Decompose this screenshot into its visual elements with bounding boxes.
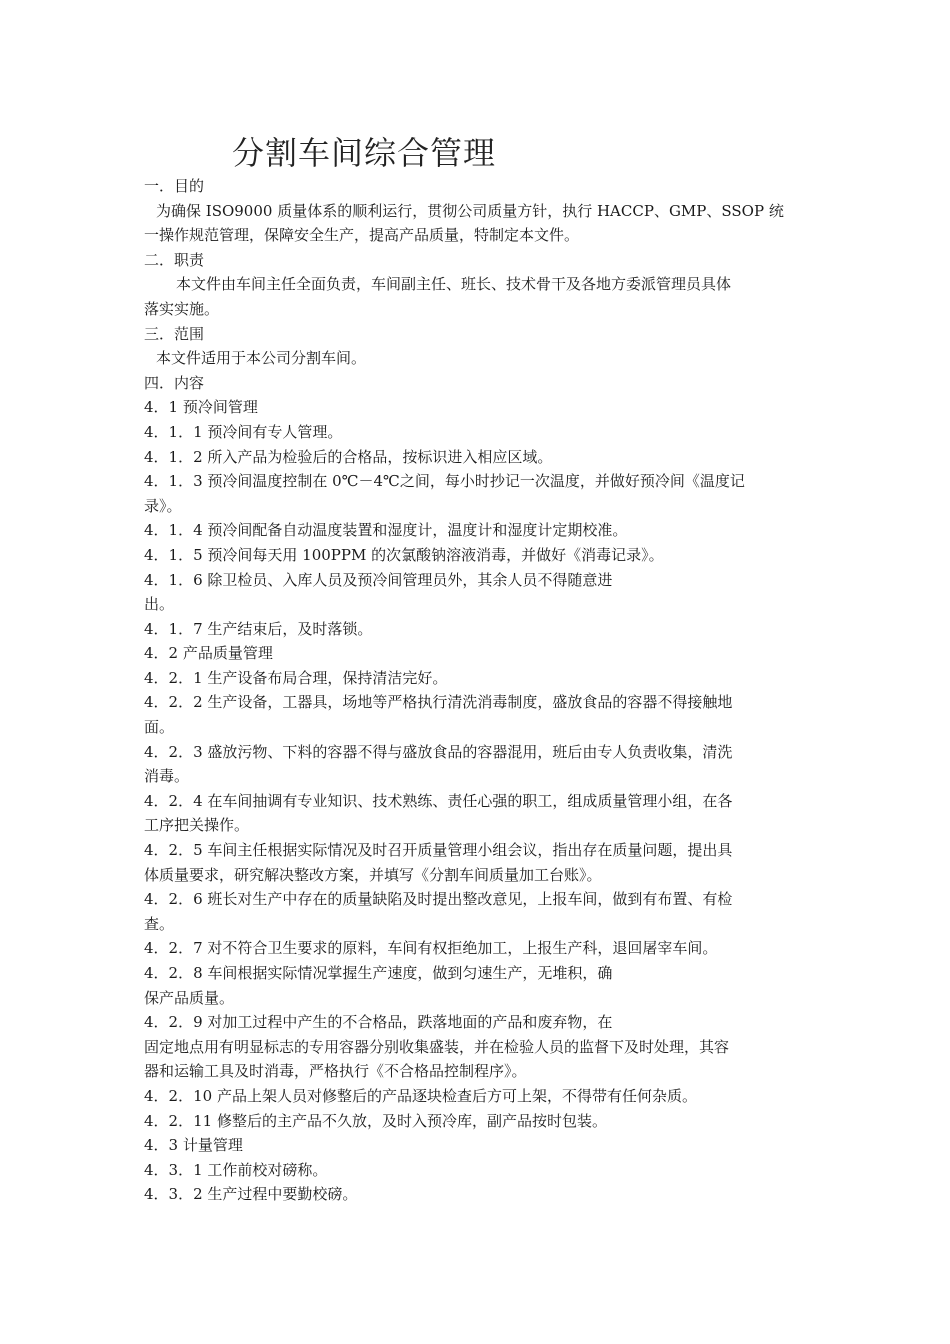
clause-line: 4．2．6 班长对生产中存在的质量缺陷及时提出整改意见，上报车间，做到有布置、有检 (144, 890, 733, 909)
clause-line: 固定地点用有明显标志的专用容器分别收集盛装，并在检验人员的监督下及时处理，其容 (144, 1037, 730, 1056)
paragraph-line: 本文件适用于本公司分割车间。 (156, 349, 367, 368)
clause-line: 4．2．10 产品上架人员对修整后的产品逐块检查后方可上架，不得带有任何杂质。 (144, 1086, 697, 1105)
clause-line: 4．2．9 对加工过程中产生的不合格品，跌落地面的产品和废弃物，在 (144, 1013, 613, 1032)
clause-line: 4．1．1 预冷间有专人管理。 (144, 422, 343, 441)
clause-line: 出。 (144, 595, 175, 614)
document-title: 分割车间综合管理 (232, 134, 497, 172)
section-heading-purpose: 一．目的 (144, 177, 205, 195)
clause-line: 4．3．2 生产过程中要勤校磅。 (144, 1185, 358, 1204)
clause-line: 保产品质量。 (144, 988, 235, 1007)
paragraph-line: 本文件由车间主任全面负责，车间副主任、班长、技术骨干及各地方委派管理员具体 (176, 275, 732, 294)
clause-line: 面。 (144, 718, 175, 737)
clause-line: 器和运输工具及时消毒，严格执行《不合格品控制程序》。 (144, 1062, 527, 1081)
clause-line: 4．2．2 生产设备，工器具，场地等严格执行清洗消毒制度，盛放食品的容器不得接触地 (144, 693, 733, 712)
section-heading-duties: 二．职责 (144, 250, 205, 269)
clause-line: 4．1．7 生产结束后，及时落锁。 (144, 619, 373, 638)
clause-line: 录》。 (144, 496, 182, 515)
clause-line: 4．1．2 所入产品为检验后的合格品，按标识进入相应区域。 (144, 447, 553, 466)
clause-line: 4．1．3 预冷间温度控制在 0℃－4℃之间，每小时抄记一次温度，并做好预冷间《温度记 (144, 472, 745, 491)
clause-line: 4．1．6 除卫检员、入库人员及预冷间管理员外，其余人员不得随意进 (144, 570, 613, 589)
clause-line: 4．2．11 修整后的主产品不久放，及时入预冷库，副产品按时包装。 (144, 1111, 607, 1130)
clause-line: 工序把关操作。 (144, 816, 250, 835)
paragraph-line: 一操作规范管理，保障安全生产，提高产品质量，特制定本文件。 (144, 226, 580, 245)
document-body (144, 174, 808, 1207)
paragraph-line: 为确保 ISO9000 质量体系的顺利运行，贯彻公司质量方针，执行 HACCP、GMP、SSOP 统 (156, 201, 784, 220)
section-heading-content: 四．内容 (144, 373, 205, 392)
clause-line: 4．1．4 预冷间配备自动温度装置和湿度计，温度计和湿度计定期校准。 (144, 521, 628, 540)
clause-line: 4．2．7 对不符合卫生要求的原料，车间有权拒绝加工，上报生产科，退回屠宰车间。 (144, 939, 718, 958)
clause-line: 体质量要求，研究解决整改方案，并填写《分割车间质量加工台账》。 (144, 865, 602, 884)
clause-line: 查。 (144, 914, 175, 933)
subsection-heading: 4．1 预冷间管理 (144, 398, 258, 417)
subsection-heading: 4．3 计量管理 (144, 1136, 243, 1155)
subsection-heading: 4．2 产品质量管理 (144, 644, 273, 663)
clause-line: 4．2．1 生产设备布局合理，保持清洁完好。 (144, 668, 448, 687)
clause-line: 4．2．8 车间根据实际情况掌握生产速度，做到匀速生产，无堆积，确 (144, 964, 613, 982)
clause-line: 消毒。 (144, 767, 190, 786)
clause-line: 4．2．4 在车间抽调有专业知识、技术熟练、责任心强的职工，组成质量管理小组，在各 (144, 791, 733, 810)
clause-line: 4．2．5 车间主任根据实际情况及时召开质量管理小组会议，指出存在质量问题，提出具 (144, 841, 733, 860)
clause-line: 4．2．3 盛放污物、下料的容器不得与盛放食品的容器混用，班后由专人负责收集，清洗 (144, 742, 733, 761)
section-heading-scope: 三．范围 (144, 324, 205, 343)
clause-line: 4．3．1 工作前校对磅称。 (144, 1160, 328, 1179)
paragraph-line: 落实实施。 (144, 299, 220, 318)
clause-line: 4．1．5 预冷间每天用 100PPM 的次氯酸钠溶液消毒，并做好《消毒记录》。 (144, 545, 664, 564)
